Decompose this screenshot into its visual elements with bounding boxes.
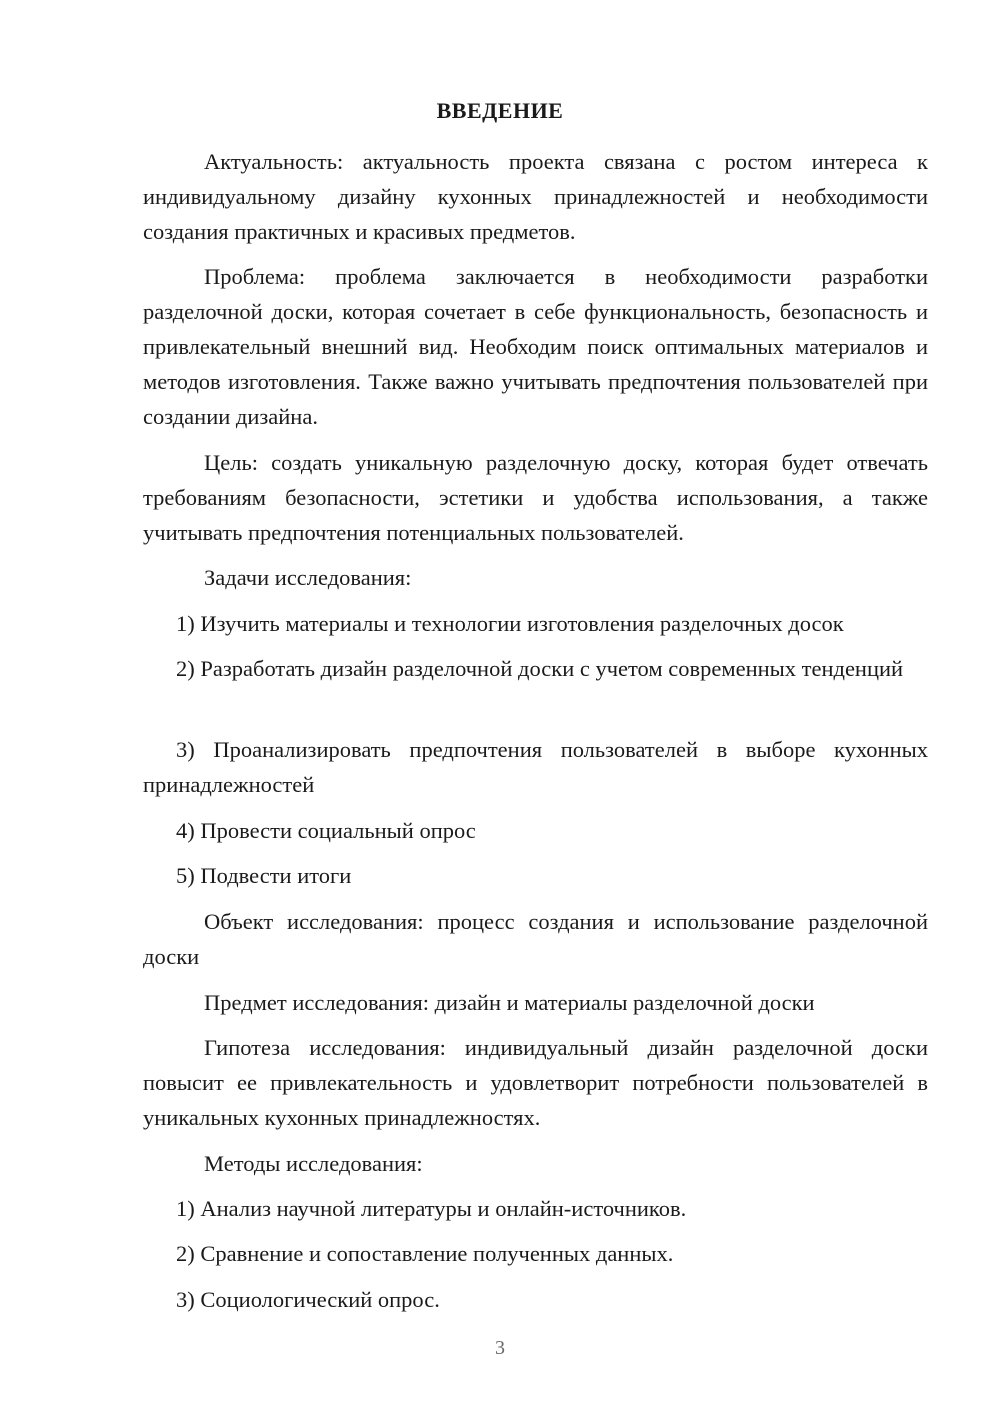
list-item-method-1: 1) Анализ научной литературы и онлайн-источников. xyxy=(176,1196,687,1221)
page-title: ВВЕДЕНИЕ xyxy=(436,98,564,123)
paragraph-tasks-heading: Задачи исследования: xyxy=(204,565,412,590)
list-item-method-2: 2) Сравнение и сопоставление полученных данных. xyxy=(176,1241,674,1266)
list-item-task-4: 4) Провести социальный опрос xyxy=(176,818,476,843)
list-item-task-2: 2) Разработать дизайн разделочной доски с учетом современных тенденций xyxy=(176,656,904,681)
list-item-task-5: 5) Подвести итоги xyxy=(176,863,352,888)
paragraph-relevance: Актуальность: актуальность проекта связана с ростом интереса к индивидуальному дизайну кухонных принадлежностей и необходимости создания практичных и красивых предметов. xyxy=(143,149,928,244)
list-item-task-3: 3) Проанализировать предпочтения пользователей в выборе кухонных принадлежностей xyxy=(143,737,928,797)
paragraph-hypothesis: Гипотеза исследования: индивидуальный дизайн разделочной доски повысит ее привлекательность и удовлетворит потребности пользователей в уникальных кухонных принадлежностях. xyxy=(143,1035,928,1130)
list-item-task-1: 1) Изучить материалы и технологии изготовления разделочных досок xyxy=(176,611,844,636)
paragraph-subject: Предмет исследования: дизайн и материалы разделочной доски xyxy=(204,990,815,1015)
paragraph-goal: Цель: создать уникальную разделочную доску, которая будет отвечать требованиям безопасности, эстетики и удобства использования, а также учитывать предпочтения потенциальных пользователей. xyxy=(143,450,928,545)
paragraph-methods-heading: Методы исследования: xyxy=(204,1151,423,1176)
paragraph-problem: Проблема: проблема заключается в необходимости разработки разделочной доски, которая сочетает в себе функциональность, безопасность и привлекательный внешний вид. Необходим поиск оптимальных материалов и методов изготовления. Также важно учитывать предпочтения пользователей при создании дизайна. xyxy=(143,264,928,429)
paragraph-object: Объект исследования: процесс создания и использование разделочной доски xyxy=(143,909,928,969)
page-number: 3 xyxy=(495,1337,505,1359)
list-item-method-3: 3) Социологический опрос. xyxy=(176,1287,440,1312)
